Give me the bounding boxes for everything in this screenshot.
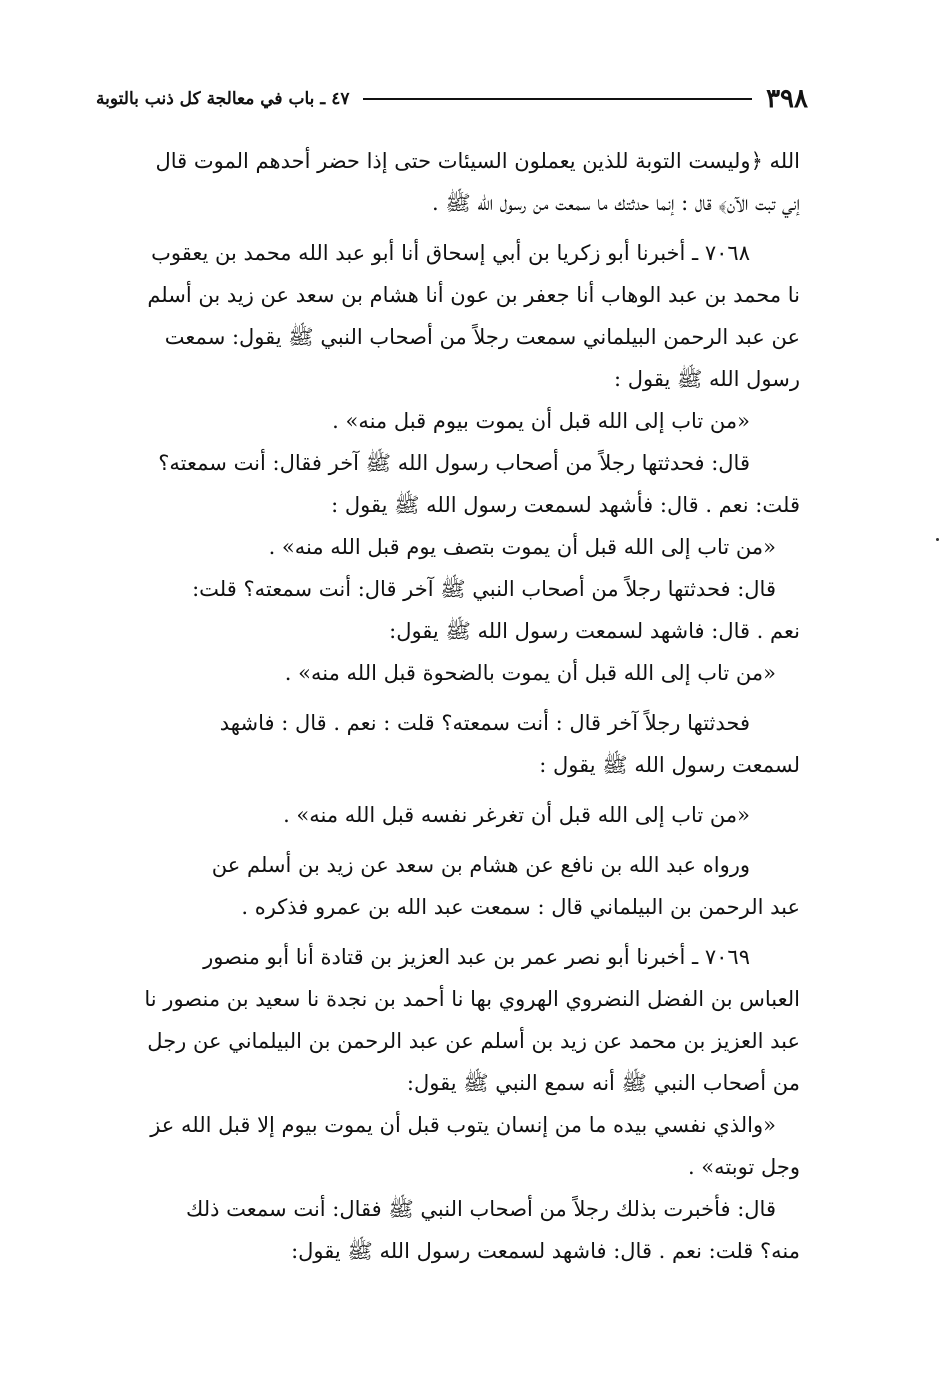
text-line: العباس بن الفضل النضروي الهروي بها نا أحمد بن نجدة نا سعيد بن منصور نا — [144, 987, 800, 1011]
text-line: عبد العزيز بن محمد عن زيد بن أسلم عن عبد الرحمن بن البيلماني عن رجل — [147, 1029, 800, 1053]
text-line: عن عبد الرحمن البيلماني سمعت رجلاً من أصحاب النبي ﷺ يقول: سمعت — [164, 325, 800, 349]
body-text — [100, 140, 800, 1272]
text-line: قال: فحدثتها رجلاً من أصحاب رسول الله ﷺ آخر فقال: أنت سمعته؟ — [158, 451, 750, 475]
hadith-7069-line: ٧٠٦٩ ـ أخبرنا أبو نصر عمر بن عبد العزيز بن قتادة أنا أبو منصور — [203, 945, 750, 969]
quote-line: «والذي نفسي بيده ما من إنسان يتوب قبل أن يموت بيوم إلا قبل الله عز — [150, 1113, 776, 1137]
quote-line: «من تاب إلى الله قبل أن يموت بالضحوة قبل الله منه» . — [284, 661, 776, 685]
text-line: من أصحاب النبي ﷺ أنه سمع النبي ﷺ يقول: — [406, 1071, 800, 1095]
text-line: رسول الله ﷺ يقول : — [613, 367, 800, 391]
text-line: نعم . قال: فاشهد لسمعت رسول الله ﷺ يقول: — [389, 619, 800, 643]
text-line: فحدثتها رجلاً آخر قال : أنت سمعته؟ قلت : نعم . قال : فاشهد — [219, 711, 750, 735]
page-number: ٣٩٨ — [766, 84, 808, 114]
quote-line: «من تاب إلى الله قبل أن يموت بتصف يوم قبل الله منه» . — [268, 535, 776, 559]
text-line: لسمعت رسول الله ﷺ يقول : — [539, 753, 800, 777]
text-line: نا محمد بن عبد الوهاب أنا جعفر بن عون أنا هشام بن سعد عن زيد بن أسلم — [147, 283, 800, 307]
text-line: قال: فأخبرت بذلك رجلاً من أصحاب النبي ﷺ فقال: أنت سمعت ذلك — [186, 1197, 776, 1221]
text-line: وجل توبته» . — [687, 1155, 800, 1179]
scan-speck — [936, 538, 939, 541]
quote-line: «من تاب إلى الله قبل أن تغرغر نفسه قبل الله منه» . — [283, 803, 750, 827]
header-rule — [363, 98, 752, 100]
text-line: ورواه عبد الله بن نافع عن هشام بن سعد عن زيد بن أسلم عن — [211, 853, 750, 877]
page-header — [96, 82, 808, 116]
text-line: قلت: نعم . قال: فأشهد لسمعت رسول الله ﷺ يقول : — [331, 493, 800, 517]
hadith-7068-line: ٧٠٦٨ ـ أخبرنا أبو زكريا بن أبي إسحاق أنا أبو عبد الله محمد بن يعقوب — [151, 241, 750, 265]
text-line: منه؟ قلت: نعم . قال: فاشهد لسمعت رسول الله ﷺ يقول: — [291, 1239, 800, 1263]
chapter-title: ٤٧ ـ باب في معالجة كل ذنب بالتوبة — [96, 89, 350, 109]
text-line: إني تبت الآن﴾ قال : إنما حدثتك ما سمعت من رسول الله ﷺ . — [432, 191, 800, 215]
text-line: عبد الرحمن بن البيلماني قال : سمعت عبد الله بن عمرو فذكره . — [241, 895, 800, 919]
quote-line: «من تاب إلى الله قبل أن يموت بيوم قبل منه» . — [332, 409, 750, 433]
text-line: قال: فحدثتها رجلاً من أصحاب النبي ﷺ آخر قال: أنت سمعته؟ قلت: — [192, 577, 776, 601]
text-line: الله ﴿وليست التوبة للذين يعملون السيئات حتى إذا حضر أحدهم الموت قال — [155, 149, 800, 173]
